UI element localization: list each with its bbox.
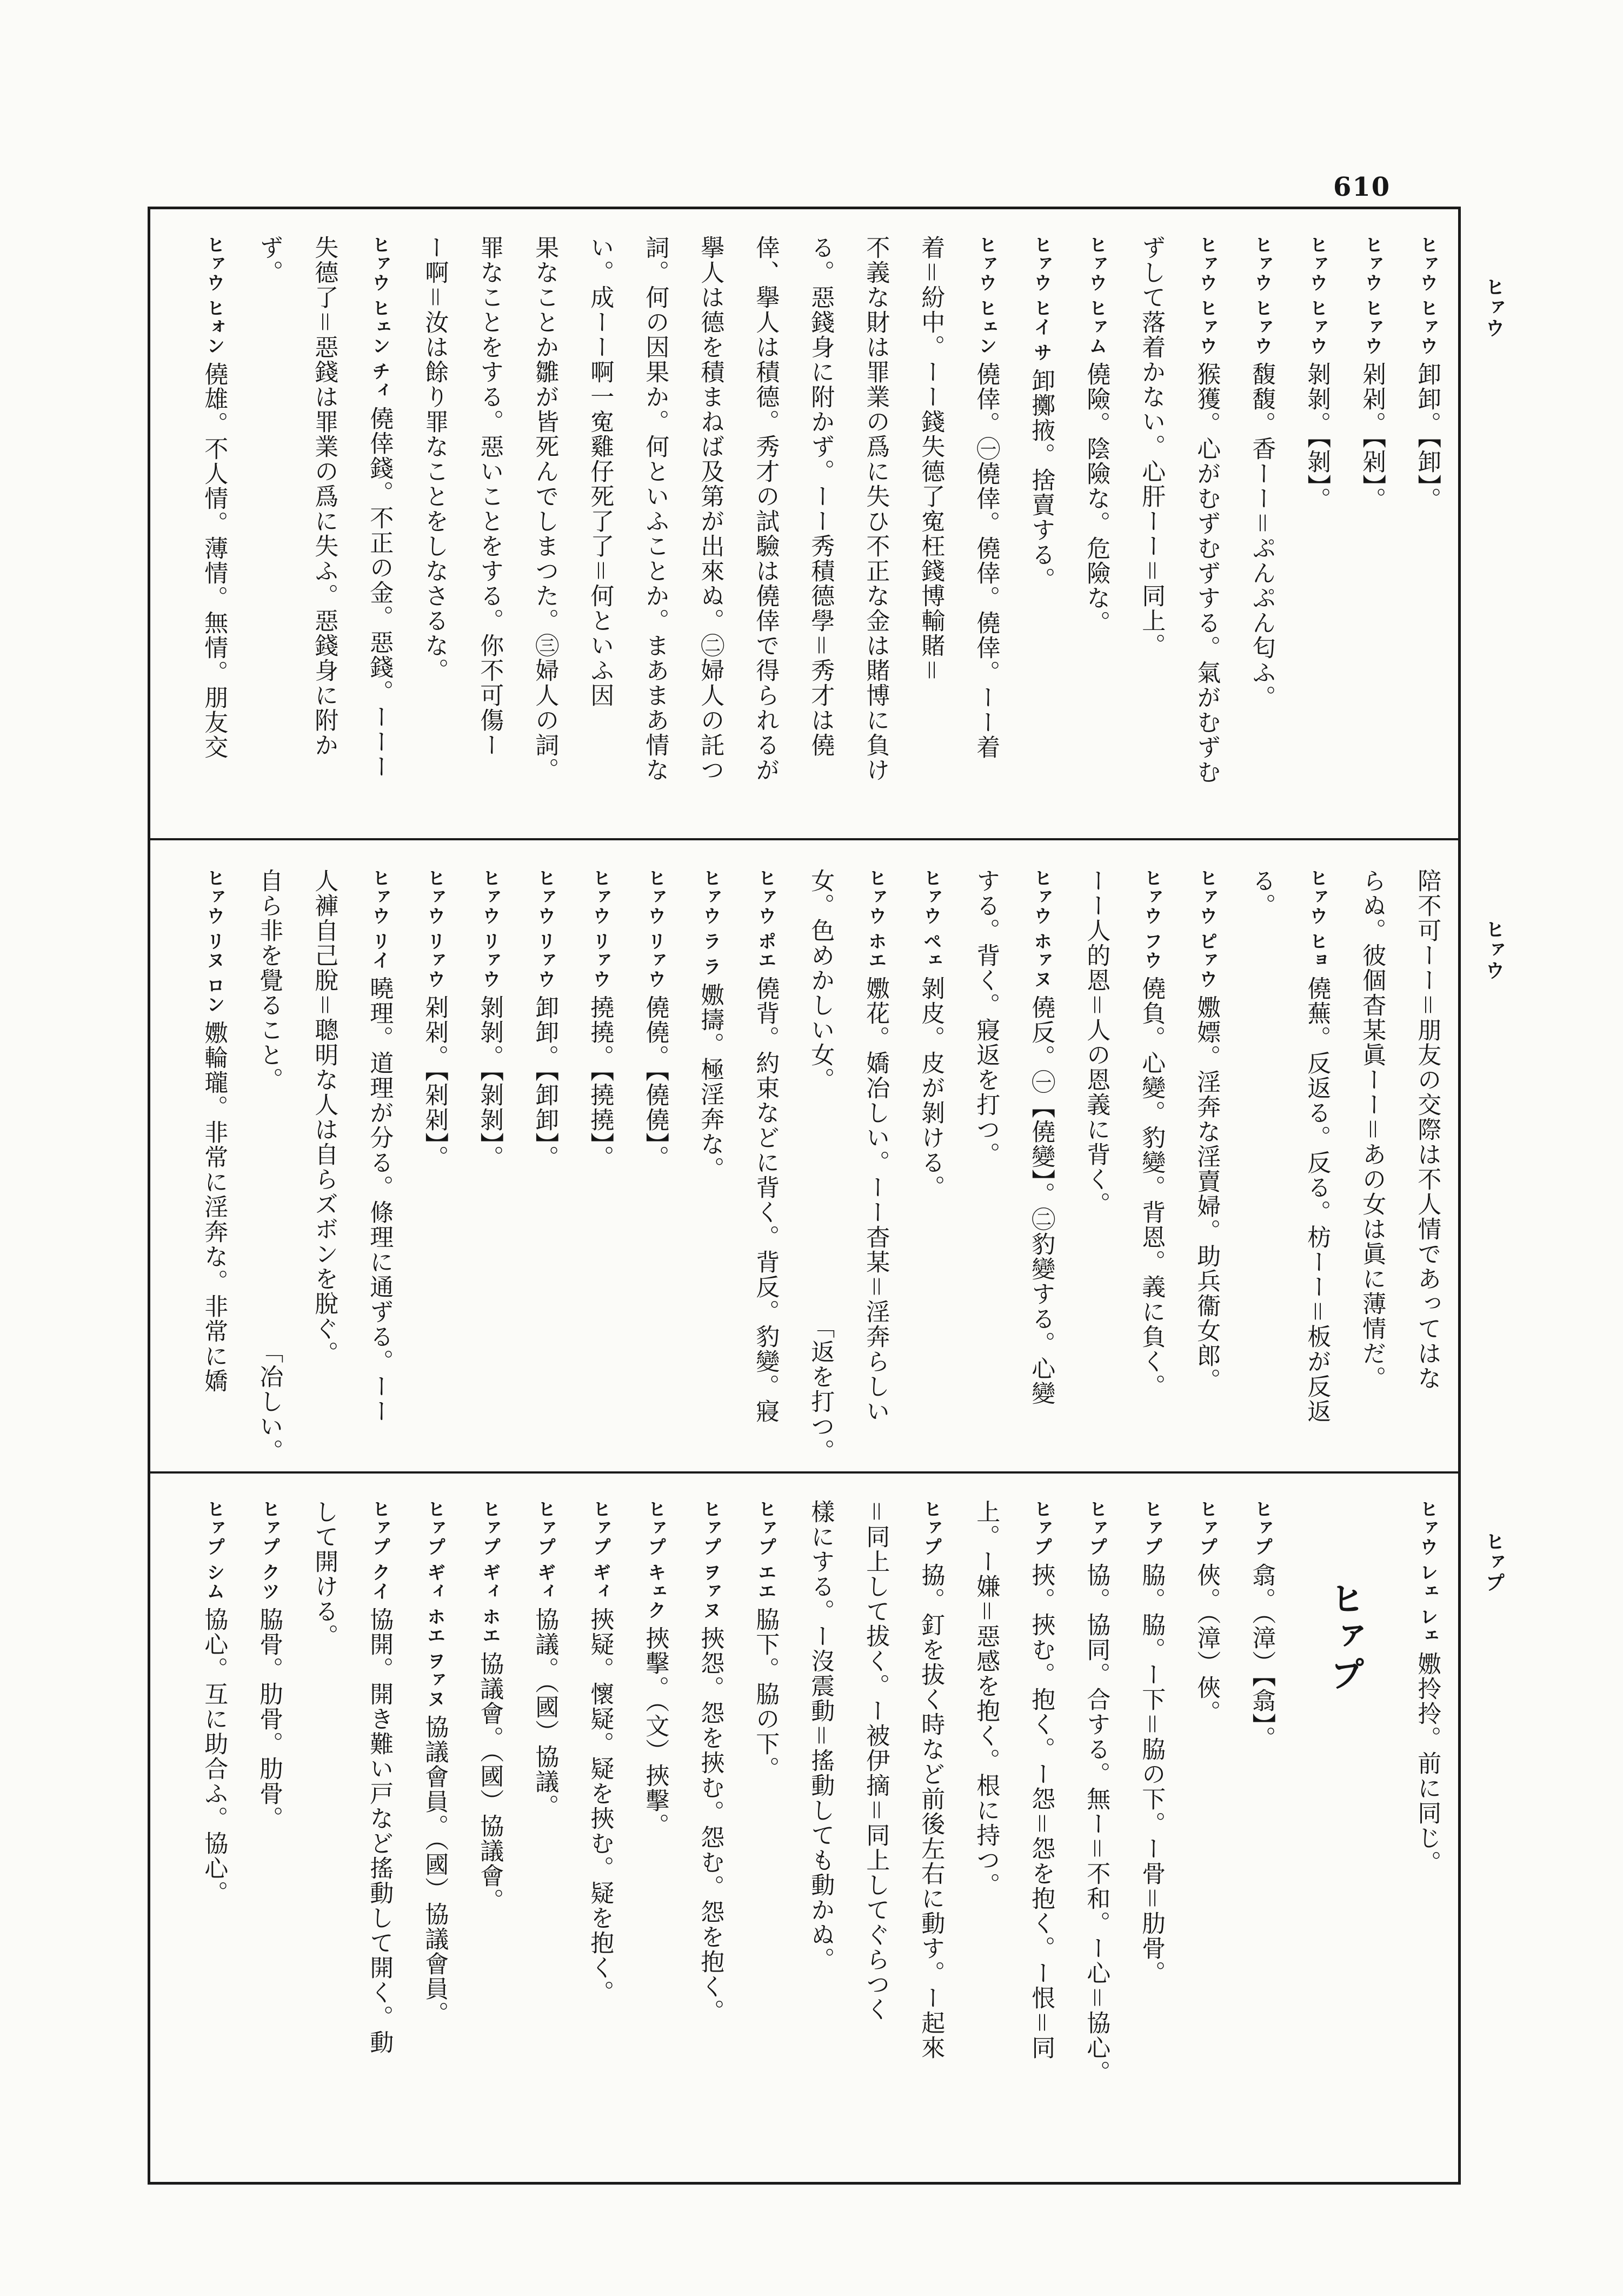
reading-syllable: ヲァヌ	[699, 1563, 721, 1620]
entry-column	[1123, 1499, 1179, 2174]
entry-text: 僥倖。㊀僥倖。僥倖。僥倖。ーー着	[972, 362, 1000, 760]
entry-text: 嫐擣。極淫奔な。	[696, 983, 724, 1182]
reading-syllable: ピァウ	[1195, 932, 1218, 988]
reading-syllable: ヒァウ	[203, 868, 225, 925]
entry-text: ーー人的恩＝人の恩義に背く。	[1082, 868, 1110, 1217]
reading-syllable: ヒァウ	[589, 868, 611, 925]
entry-text: 挾擊。（文）挾擊。	[641, 1626, 669, 1838]
entry-reading	[1196, 1499, 1216, 1556]
entry-reading	[700, 1499, 720, 1620]
entry-reading	[203, 1499, 223, 1601]
reading-syllable: ヒァウ	[754, 868, 776, 925]
reading-syllable: ヒァプ	[1195, 1499, 1218, 1556]
entry-text: ＝同上して拔く。ー被伊摘＝同上してぐらつく	[862, 1499, 890, 2022]
entry-column	[903, 1499, 958, 2174]
reading-syllable: ポエ	[754, 932, 776, 970]
reading-syllable: ヒァウ	[203, 235, 225, 292]
entry-column	[1289, 868, 1344, 1464]
page-frame	[148, 207, 1461, 2185]
continuation-column	[793, 235, 848, 831]
reading-syllable: ヒァプ	[589, 1499, 611, 1556]
reading-syllable: フウ	[1140, 932, 1162, 970]
entry-reading	[424, 868, 444, 988]
entry-text: 挾怨。怨を挾む。怨む。怨を抱く。	[696, 1626, 724, 2024]
reading-syllable: ホエ	[423, 1607, 445, 1645]
entry-text: 詞。何の因果か。何といふことか。まあまあ情な	[641, 235, 669, 782]
continuation-column	[682, 235, 737, 831]
entry-column	[903, 868, 958, 1464]
entry-text: 猴獲。心がむずむずする。氣がむずむ	[1193, 362, 1221, 785]
entry-reading	[1030, 235, 1050, 362]
entry-reading	[369, 235, 389, 400]
entry-text: 協議會。（國）協議會。	[476, 1651, 504, 1913]
dictionary-band-top	[150, 209, 1458, 837]
entry-text: 脇下。脇の下。	[751, 1607, 780, 1781]
reading-syllable: リァウ	[534, 932, 556, 988]
entry-text: 挾疑。懷疑。疑を挾む。疑を抱く。	[586, 1607, 614, 2005]
entry-text: 嫐花。嬌冶しい。ーー杳某＝淫奔らしい	[862, 976, 890, 1424]
entry-text: 剝皮。皮が剝ける。	[917, 976, 945, 1200]
entry-text: 翕。（漳）【翕】。	[1248, 1563, 1276, 1751]
entry-reading	[1416, 235, 1436, 355]
entry-text: 嫐嫖。淫奔な淫賣婦。助兵衞女郎。	[1193, 995, 1221, 1393]
entry-reading	[1251, 1499, 1271, 1556]
entry-text: 嫐輪瓏。非常に淫奔な。非常に嬌	[200, 1020, 228, 1393]
entry-text: 女。色めかしい女。	[807, 868, 835, 1092]
reading-syllable: ギィ	[478, 1563, 501, 1601]
entry-reading	[1086, 1499, 1106, 1556]
entry-text: 協議。（國）協議。	[531, 1607, 559, 1819]
entry-text: 僥反。㊀【僥變】。㊁豹變する。心變	[1027, 995, 1055, 1406]
dictionary-band-bottom	[150, 1474, 1458, 2181]
entry-text: 嫐拎拎。前に同じ。	[1413, 1651, 1441, 1875]
reading-syllable: ヒァウ	[1416, 1499, 1438, 1556]
entry-reading	[1030, 1499, 1050, 1556]
entry-text: 協心。互に助合ふ。協心。	[200, 1607, 228, 1906]
entry-text: 陪不可ーー＝朋友の交際は不人情であってはな	[1413, 868, 1441, 1391]
continuation-column	[1123, 235, 1179, 831]
reading-syllable: キェク	[644, 1563, 666, 1620]
continuation-column	[1234, 868, 1289, 1464]
entry-column	[517, 1499, 572, 2174]
running-head-bottom: ヒァプ	[1482, 1531, 1505, 1593]
entry-text: 僥險。陰險な。危險な。	[1082, 362, 1110, 635]
continuation-column	[296, 868, 351, 1464]
continuation-column	[848, 1499, 903, 2174]
entry-text: 卸卸。【卸卸】。	[531, 995, 559, 1170]
entry-text: 拹。釘を拔く時など前後左右に動す。ー起來	[917, 1563, 945, 2060]
entry-reading	[203, 235, 223, 355]
entry-column	[241, 1499, 296, 2174]
entry-column	[1013, 1499, 1068, 2174]
entry-column	[1344, 235, 1399, 831]
continuation-column	[1344, 868, 1399, 1464]
reading-syllable: ヒァウ	[644, 868, 666, 925]
reading-syllable: ヒァプ	[478, 1499, 501, 1556]
section-heading	[1289, 1499, 1399, 2174]
reading-syllable: ヒァプ	[1030, 1499, 1052, 1556]
reading-syllable: ヒェン	[368, 298, 390, 355]
continuation-column	[1399, 868, 1454, 1464]
reading-syllable: ヒァプ	[368, 1499, 390, 1556]
reading-syllable: ペェ	[920, 932, 942, 970]
entry-column	[572, 868, 627, 1464]
entry-text: 脇。脇。ー下＝脇の下。ー骨＝肋骨。	[1138, 1563, 1166, 1986]
entry-reading	[644, 868, 664, 988]
continuation-column	[793, 1499, 848, 2174]
entry-column	[1068, 235, 1123, 831]
entry-text: 樣にする。ー沒震動＝搖動しても動かぬ。	[807, 1499, 835, 1972]
entry-reading	[1086, 235, 1106, 355]
entry-reading	[920, 1499, 940, 1556]
reading-syllable: ヒァプ	[1085, 1499, 1107, 1556]
entry-text: 果なことか雛が皆死んでしまつた。㊂婦人の詞。	[531, 235, 559, 782]
reading-syllable: ヒァウ	[1140, 868, 1162, 925]
entry-column	[682, 868, 737, 1464]
reading-syllable: ヒァウ	[368, 868, 390, 925]
entry-reading	[369, 1499, 389, 1601]
entry-text: 協議會員。（國）協議會員。	[421, 1715, 449, 2026]
reading-syllable: ラ	[699, 932, 721, 951]
entry-reading	[1141, 868, 1161, 970]
entry-text: 馥馥。香ーー＝ぷんぷん匂ふ。	[1248, 362, 1276, 710]
entry-reading	[865, 868, 885, 970]
entry-column	[1234, 235, 1289, 831]
entry-text: して開ける。	[310, 1499, 338, 1649]
entry-column	[407, 1499, 462, 2174]
reading-syllable: ヒァウ	[920, 868, 942, 925]
entry-reading	[644, 1499, 664, 1620]
entry-text: 僥蕪。反返る。反る。枋ーー＝板が反返	[1303, 976, 1331, 1424]
reading-syllable: ヒァプ	[423, 1499, 445, 1556]
entry-reading	[589, 868, 609, 988]
reading-syllable: ヒァウ	[1250, 235, 1273, 292]
entry-text: 僥雄。不人情。薄情。無情。朋友交	[200, 362, 228, 760]
reading-syllable: ヒァウ	[975, 235, 997, 292]
entry-column	[572, 1499, 627, 2174]
entry-text: ずして落着かない。心肝ーー＝同上。	[1138, 235, 1166, 658]
entry-column	[1234, 1499, 1289, 2174]
entry-text: る。	[1248, 868, 1276, 918]
entry-column	[737, 1499, 793, 2174]
entry-column	[186, 1499, 241, 2174]
entry-text: 失德了＝惡錢は罪業の爲に失ふ。惡錢身に附か	[310, 235, 338, 758]
continuation-column	[793, 868, 848, 1464]
reading-syllable: ヒァウ	[699, 868, 721, 925]
entry-column	[462, 1499, 517, 2174]
reading-syllable: ヒァウ	[1416, 235, 1438, 292]
reading-syllable: ヒァウ	[1361, 298, 1383, 355]
entry-text: い。成ーー啊一寃雞仔死了了＝何といふ因	[586, 235, 614, 708]
entry-reading	[1030, 868, 1050, 988]
entry-column	[517, 868, 572, 1464]
entry-text: 人褲自己脫＝聰明な人は自らズボンを脫ぐ。	[310, 868, 338, 1366]
entry-column	[1013, 868, 1068, 1464]
reading-syllable: シム	[203, 1563, 225, 1601]
reading-syllable: ヒァプ	[1140, 1499, 1162, 1556]
entry-reading	[203, 868, 223, 1014]
reading-syllable: ヒァウ	[1195, 868, 1218, 925]
entry-column	[1399, 235, 1454, 831]
reading-syllable: ヒァウ	[1306, 235, 1328, 292]
reading-syllable: リァウ	[589, 932, 611, 988]
entry-text: 僥負。心變。豹變。背恩。義に負く。	[1138, 976, 1166, 1399]
entry-reading	[1306, 235, 1326, 355]
entry-column	[848, 868, 903, 1464]
entry-text: 剁剁。【剁剁】。	[421, 995, 449, 1170]
reading-syllable: ラ	[699, 957, 721, 976]
continuation-column	[517, 235, 572, 831]
carried-over-text: 「冶しい。	[255, 1339, 283, 1464]
reading-syllable: リァウ	[423, 932, 445, 988]
continuation-column	[407, 235, 462, 831]
continuation-column	[296, 1499, 351, 2174]
entry-text: 不義な財は罪業の爲に失ひ不正な金は賭博に負け	[862, 235, 890, 782]
reading-syllable: ヒァプ	[699, 1499, 721, 1556]
reading-syllable: ヒァプ	[203, 1499, 225, 1556]
section-heading-text: ヒァプ	[1324, 1581, 1365, 1694]
entry-reading	[920, 868, 940, 970]
reading-syllable: リァウ	[644, 932, 666, 988]
entry-column	[1068, 1499, 1123, 2174]
entry-column	[1013, 235, 1068, 831]
continuation-column	[572, 235, 627, 831]
entry-text: 僥倖錢。不正の金。惡錢。ーーー	[365, 406, 394, 779]
running-head-middle: ヒァウ	[1482, 919, 1505, 981]
entry-reading	[1251, 235, 1271, 355]
reading-syllable: レェ	[1416, 1607, 1438, 1645]
entry-text: 着＝紛中。ーー錢失德了寃枉錢博輸賭＝	[917, 235, 945, 683]
reading-syllable: ホァヌ	[1030, 932, 1052, 988]
continuation-column	[241, 235, 296, 831]
reading-syllable: ヒァム	[1085, 298, 1107, 355]
entry-reading	[258, 1499, 278, 1601]
entry-text: 上。ー嫌＝惡感を抱く。根に持つ。	[972, 1499, 1000, 1897]
entry-text: 自ら非を覺ること。	[255, 868, 283, 1092]
reading-syllable: ヒェン	[975, 298, 997, 355]
reading-syllable: ヒァウ	[1030, 235, 1052, 292]
reading-syllable: ヒョ	[1306, 932, 1328, 970]
entry-reading	[1196, 868, 1216, 988]
reading-syllable: クツ	[258, 1563, 280, 1601]
reading-syllable: ヒァプ	[644, 1499, 666, 1556]
reading-syllable: ヒァウ	[1250, 298, 1273, 355]
reading-syllable: ヒァウ	[368, 235, 390, 292]
reading-syllable: ヒァウ	[1361, 235, 1383, 292]
reading-syllable: ヒァウ	[1030, 868, 1052, 925]
dictionary-band-middle	[150, 840, 1458, 1470]
reading-syllable: レェ	[1416, 1563, 1438, 1601]
continuation-column	[1068, 868, 1123, 1464]
entry-text: する。背く。寢返を打つ。	[972, 868, 1000, 1167]
entry-column	[186, 868, 241, 1464]
reading-syllable: ヒォン	[203, 298, 225, 355]
reading-syllable: エエ	[754, 1563, 776, 1601]
entry-text: 罪なことをする。惡いことをする。你不可傷ー	[476, 235, 504, 758]
entry-text: 協。協同。合する。無ー＝不和。ー心＝協心。	[1082, 1563, 1110, 2085]
entry-reading	[534, 868, 554, 988]
continuation-column	[848, 235, 903, 831]
entry-text: 協開。開き難い戸など搖動して開く。動	[365, 1607, 394, 2055]
reading-syllable: サ	[1030, 343, 1052, 362]
entry-column	[682, 1499, 737, 2174]
entry-text: 倖、擧人は積德。秀才の試驗は僥倖で得られるが	[751, 235, 780, 782]
entry-column	[1399, 1499, 1454, 2174]
entry-column	[1179, 1499, 1234, 2174]
entry-column	[186, 235, 241, 831]
continuation-column	[737, 235, 793, 831]
reading-syllable: リァウ	[478, 932, 501, 988]
entry-column	[1289, 235, 1344, 831]
reading-syllable: ヒァプ	[1250, 1499, 1273, 1556]
entry-reading	[479, 868, 499, 988]
entry-column	[462, 868, 517, 1464]
entry-column	[351, 1499, 407, 2174]
reading-syllable: クイ	[368, 1563, 390, 1601]
entry-text: ず。	[255, 235, 283, 285]
reading-syllable: リヌ	[203, 932, 225, 970]
entry-text: らぬ。彼個杳某眞ーー＝あの女は眞に薄情だ。	[1358, 868, 1386, 1391]
page-number: 610	[1333, 172, 1391, 202]
reading-syllable: ヒァプ	[534, 1499, 556, 1556]
reading-syllable: ロン	[203, 976, 225, 1014]
entry-text: 剝剝。【剝】。	[1303, 362, 1331, 512]
entry-text: 脇骨。肋骨。肋骨。	[255, 1607, 283, 1831]
reading-syllable: ヒァウ	[1195, 235, 1218, 292]
entry-reading	[424, 1499, 444, 1708]
entry-column	[407, 868, 462, 1464]
reading-syllable: ヒァウ	[1306, 868, 1328, 925]
continuation-column	[958, 868, 1013, 1464]
entry-column	[1179, 235, 1234, 831]
entry-reading	[1196, 235, 1216, 355]
carried-over-text: 「返を打つ。	[807, 1315, 835, 1464]
reading-syllable: ヒァウ	[534, 868, 556, 925]
entry-reading	[975, 235, 995, 355]
entry-column	[958, 235, 1013, 831]
entry-text: 俠。（漳）俠。	[1193, 1563, 1221, 1725]
entry-reading	[534, 1499, 554, 1601]
entry-text: 僥僥。【僥僥】。	[641, 995, 669, 1170]
continuation-column	[958, 1499, 1013, 2174]
entry-column	[351, 868, 407, 1464]
entry-text: 僥背。約束などに背く。背反。豹變。寢	[751, 976, 780, 1424]
entry-text: ー啊＝汝は餘り罪なことをしなさるな。	[421, 235, 449, 683]
entry-text: 剝剝。【剝剝】。	[476, 995, 504, 1170]
entry-column	[1179, 868, 1234, 1464]
reading-syllable: ヒァウ	[478, 868, 501, 925]
reading-syllable: リイ	[368, 932, 390, 970]
reading-syllable: ホエ	[478, 1607, 501, 1645]
entry-text: 撓撓。【撓撓】。	[586, 995, 614, 1170]
entry-reading	[479, 1499, 499, 1645]
entry-column	[627, 868, 682, 1464]
entry-text: 擧人は德を積まねば及第が出來ぬ。㊁婦人の託つ	[696, 235, 724, 782]
continuation-column	[296, 235, 351, 831]
entry-reading	[755, 868, 775, 970]
reading-syllable: ヒァウ	[864, 868, 887, 925]
reading-syllable: チィ	[368, 362, 390, 400]
reading-syllable: ヒイ	[1030, 298, 1052, 336]
entry-reading	[589, 1499, 609, 1601]
entry-reading	[700, 868, 720, 976]
entry-reading	[1416, 1499, 1436, 1645]
entry-reading	[1306, 868, 1326, 970]
reading-syllable: ヒァウ	[1416, 298, 1438, 355]
continuation-column	[462, 235, 517, 831]
continuation-column	[627, 235, 682, 831]
reading-syllable: ヒァウ	[1195, 298, 1218, 355]
entry-reading	[755, 1499, 775, 1601]
reading-syllable: ヒァプ	[754, 1499, 776, 1556]
reading-syllable: ギィ	[534, 1563, 556, 1601]
reading-syllable: ホエ	[864, 932, 887, 970]
running-head-top: ヒァウ	[1482, 277, 1505, 339]
reading-syllable: ヒァウ	[423, 868, 445, 925]
entry-reading	[1141, 1499, 1161, 1556]
entry-text: 卸擲掖。捨賣する。	[1027, 368, 1055, 592]
reading-syllable: ヒァプ	[920, 1499, 942, 1556]
reading-syllable: ヒァプ	[258, 1499, 280, 1556]
entry-reading	[369, 868, 389, 970]
entry-text: 剁剁。【剁】。	[1358, 362, 1386, 512]
entry-column	[1123, 868, 1179, 1464]
reading-syllable: ヒァウ	[1306, 298, 1328, 355]
reading-syllable: ギィ	[423, 1563, 445, 1601]
reading-syllable: ギィ	[589, 1563, 611, 1601]
entry-text: 挾。挾む。抱く。ー怨＝怨を抱く。ー恨＝同	[1027, 1563, 1055, 2060]
entry-text: 卸卸。【卸】。	[1413, 362, 1441, 512]
entry-text: る。惡錢身に附かず。ーー秀積德學＝秀才は僥	[807, 235, 835, 758]
entry-text: 曉理。道理が分る。條理に通ずる。ーー	[365, 976, 394, 1424]
entry-column	[737, 868, 793, 1464]
entry-reading	[1361, 235, 1381, 355]
continuation-column	[241, 868, 296, 1464]
entry-column	[351, 235, 407, 831]
entry-column	[627, 1499, 682, 2174]
reading-syllable: ヒァウ	[1085, 235, 1107, 292]
reading-syllable: ヲァヌ	[423, 1651, 445, 1708]
continuation-column	[903, 235, 958, 831]
